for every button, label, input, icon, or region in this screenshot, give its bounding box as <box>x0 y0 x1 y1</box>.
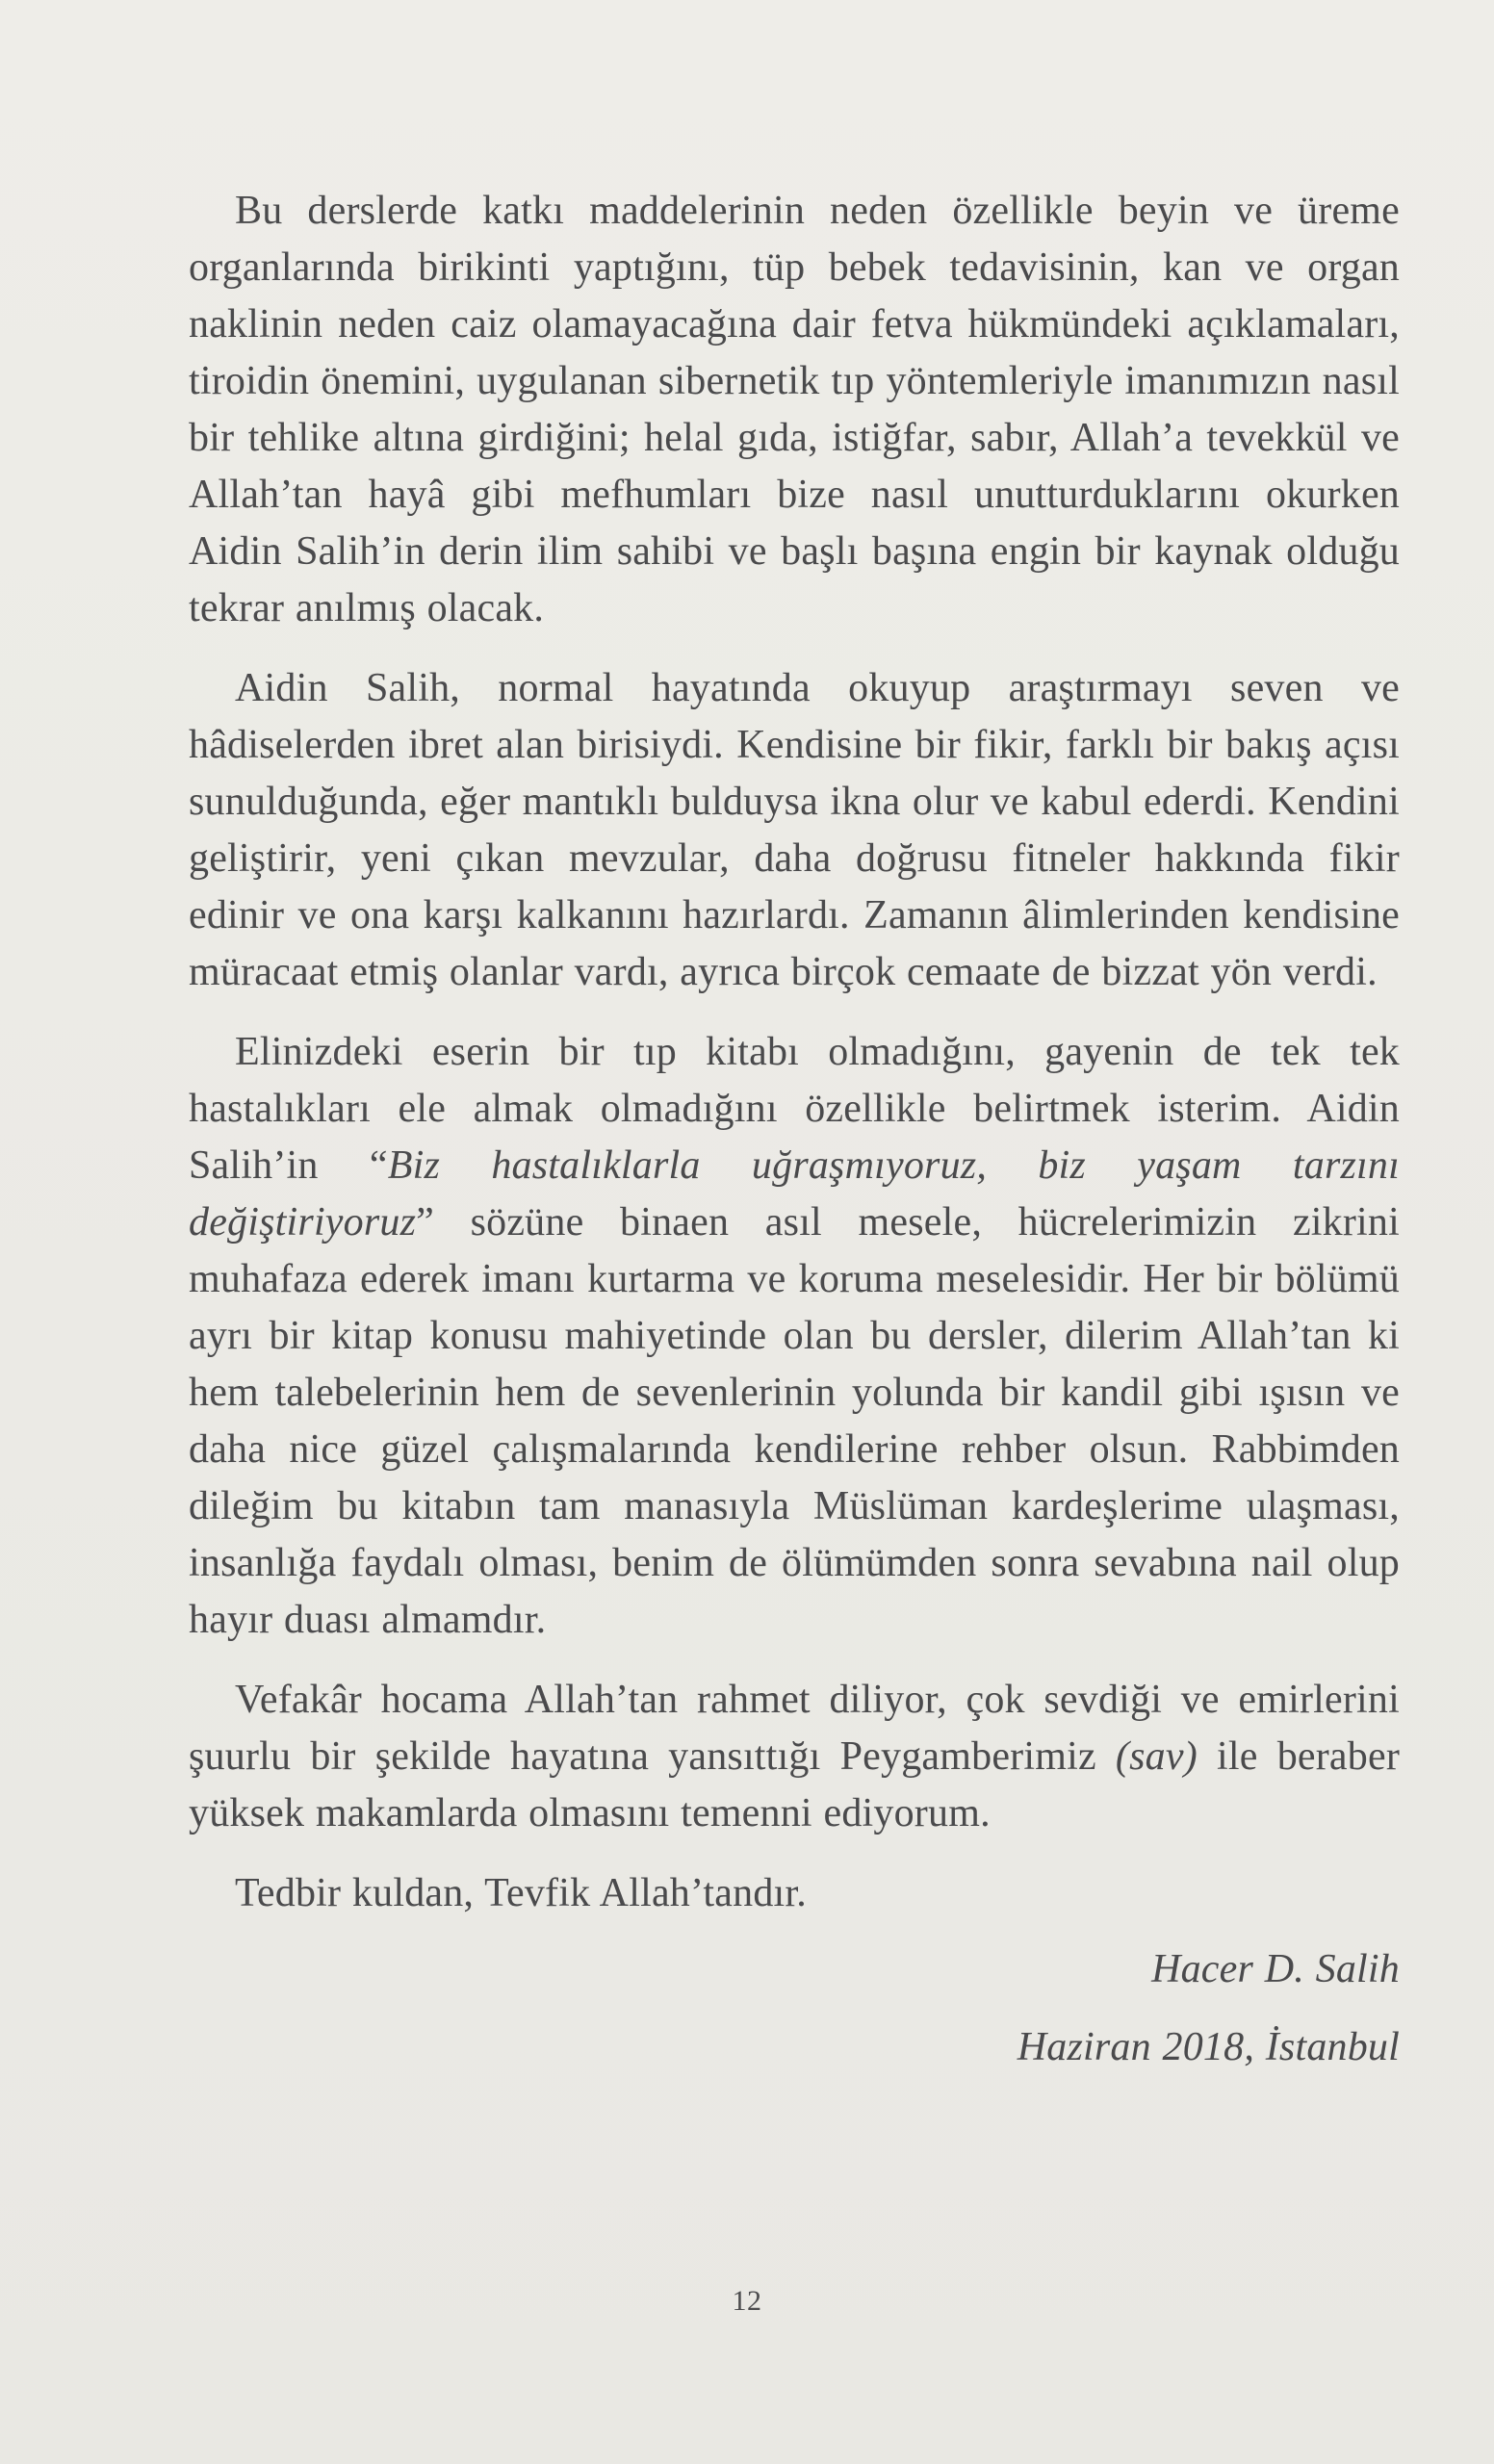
signature-block <box>189 1941 1400 2076</box>
paragraph-4 <box>189 1672 1400 1842</box>
paragraph-4-tail: ile beraber yüksek makamlarda olmasını temenni ediyorum. <box>189 1734 1401 1835</box>
paragraph-3-quote: Biz hastalıklarla uğraşmıyoruz, biz yaşam tarzını değiştiriyoruz <box>189 1143 1400 1245</box>
paragraph-5: Tedbir kuldan, Tevfik Allah’tandır. <box>235 1871 807 1915</box>
paragraph-1: Bu derslerde katkı maddelerinin neden özellikle beyin ve üreme organlarında birikinti yaptığını, tüp bebek tedavisinin, kan ve organ naklinin neden caiz olamayacağına dair fetva hükmündeki açıklamaları, tiroidin önemini, uygulanan sibernetik tıp yöntemleriyle imanımızın nasıl bir tehlike altına girdiğini; helal gıda, istiğfar, sabır, Allah’a tevekkül ve Allah’tan hayâ gibi mefhumları bize nasıl unutturduklarını okurken Aidin Salih’in derin ilim sahibi ve başlı başına engin bir kaynak olduğu tekrar anılmış olacak. <box>189 189 1400 630</box>
body-text <box>189 183 1400 2076</box>
paragraph-3 <box>189 1024 1400 1649</box>
paragraph-2: Aidin Salih, normal hayatında okuyup araştırmayı seven ve hâdiselerden ibret alan birisiydi. Kendisine bir fikir, farklı bir bakış açısı sunulduğunda, eğer mantıklı bulduysa ikna olur ve kabul ederdi. Kendini geliştirir, yeni çıkan mevzular, daha doğrusu fitneler hakkında fikir edinir ve ona karşı kalkanını hazırlardı. Zamanın âlimlerinden kendisine müracaat etmiş olanlar vardı, ayrıca birçok cemaate de bizzat yön verdi. <box>189 666 1400 994</box>
place-date: Haziran 2018, İstanbul <box>1017 2025 1400 2069</box>
paragraph-3-lead: Elinizdeki eserin bir tıp kitabı olmadığını, gayenin de tek tek hastalıkları ele almak olmadığını özellikle belirtmek isterim. Aidin Salih’in “ <box>189 1030 1400 1188</box>
author-name: Hacer D. Salih <box>1151 1947 1400 1991</box>
page-number: 12 <box>732 2285 762 2317</box>
paragraph-4-emphasis: (sav) <box>1115 1734 1198 1779</box>
paragraph-3-tail: ” sözüne binaen asıl mesele, hücrelerimizin zikrini muhafaza ederek imanı kurtarma ve koruma meselesidir. Her bir bölümü ayrı bir kitap konusu mahiyetinde olan bu dersler, dilerim Allah’tan ki hem talebelerinin hem de sevenlerinin yolunda bir kandil gibi ışısın ve daha nice güzel çalışmalarında kendilerine rehber olsun. Rabbimden dileğim bu kitabın tam manasıyla Müslüman kardeşlerime ulaşması, insanlığa faydalı olması, benim de ölümümden sonra sevabına nail olup hayır duası almamdır. <box>189 1200 1400 1642</box>
paragraph-4-lead: Vefakâr hocama Allah’tan rahmet diliyor, çok sevdiği ve emirlerini şuurlu bir şekilde hayatına yansıttığı Peygamberimiz <box>189 1678 1400 1779</box>
